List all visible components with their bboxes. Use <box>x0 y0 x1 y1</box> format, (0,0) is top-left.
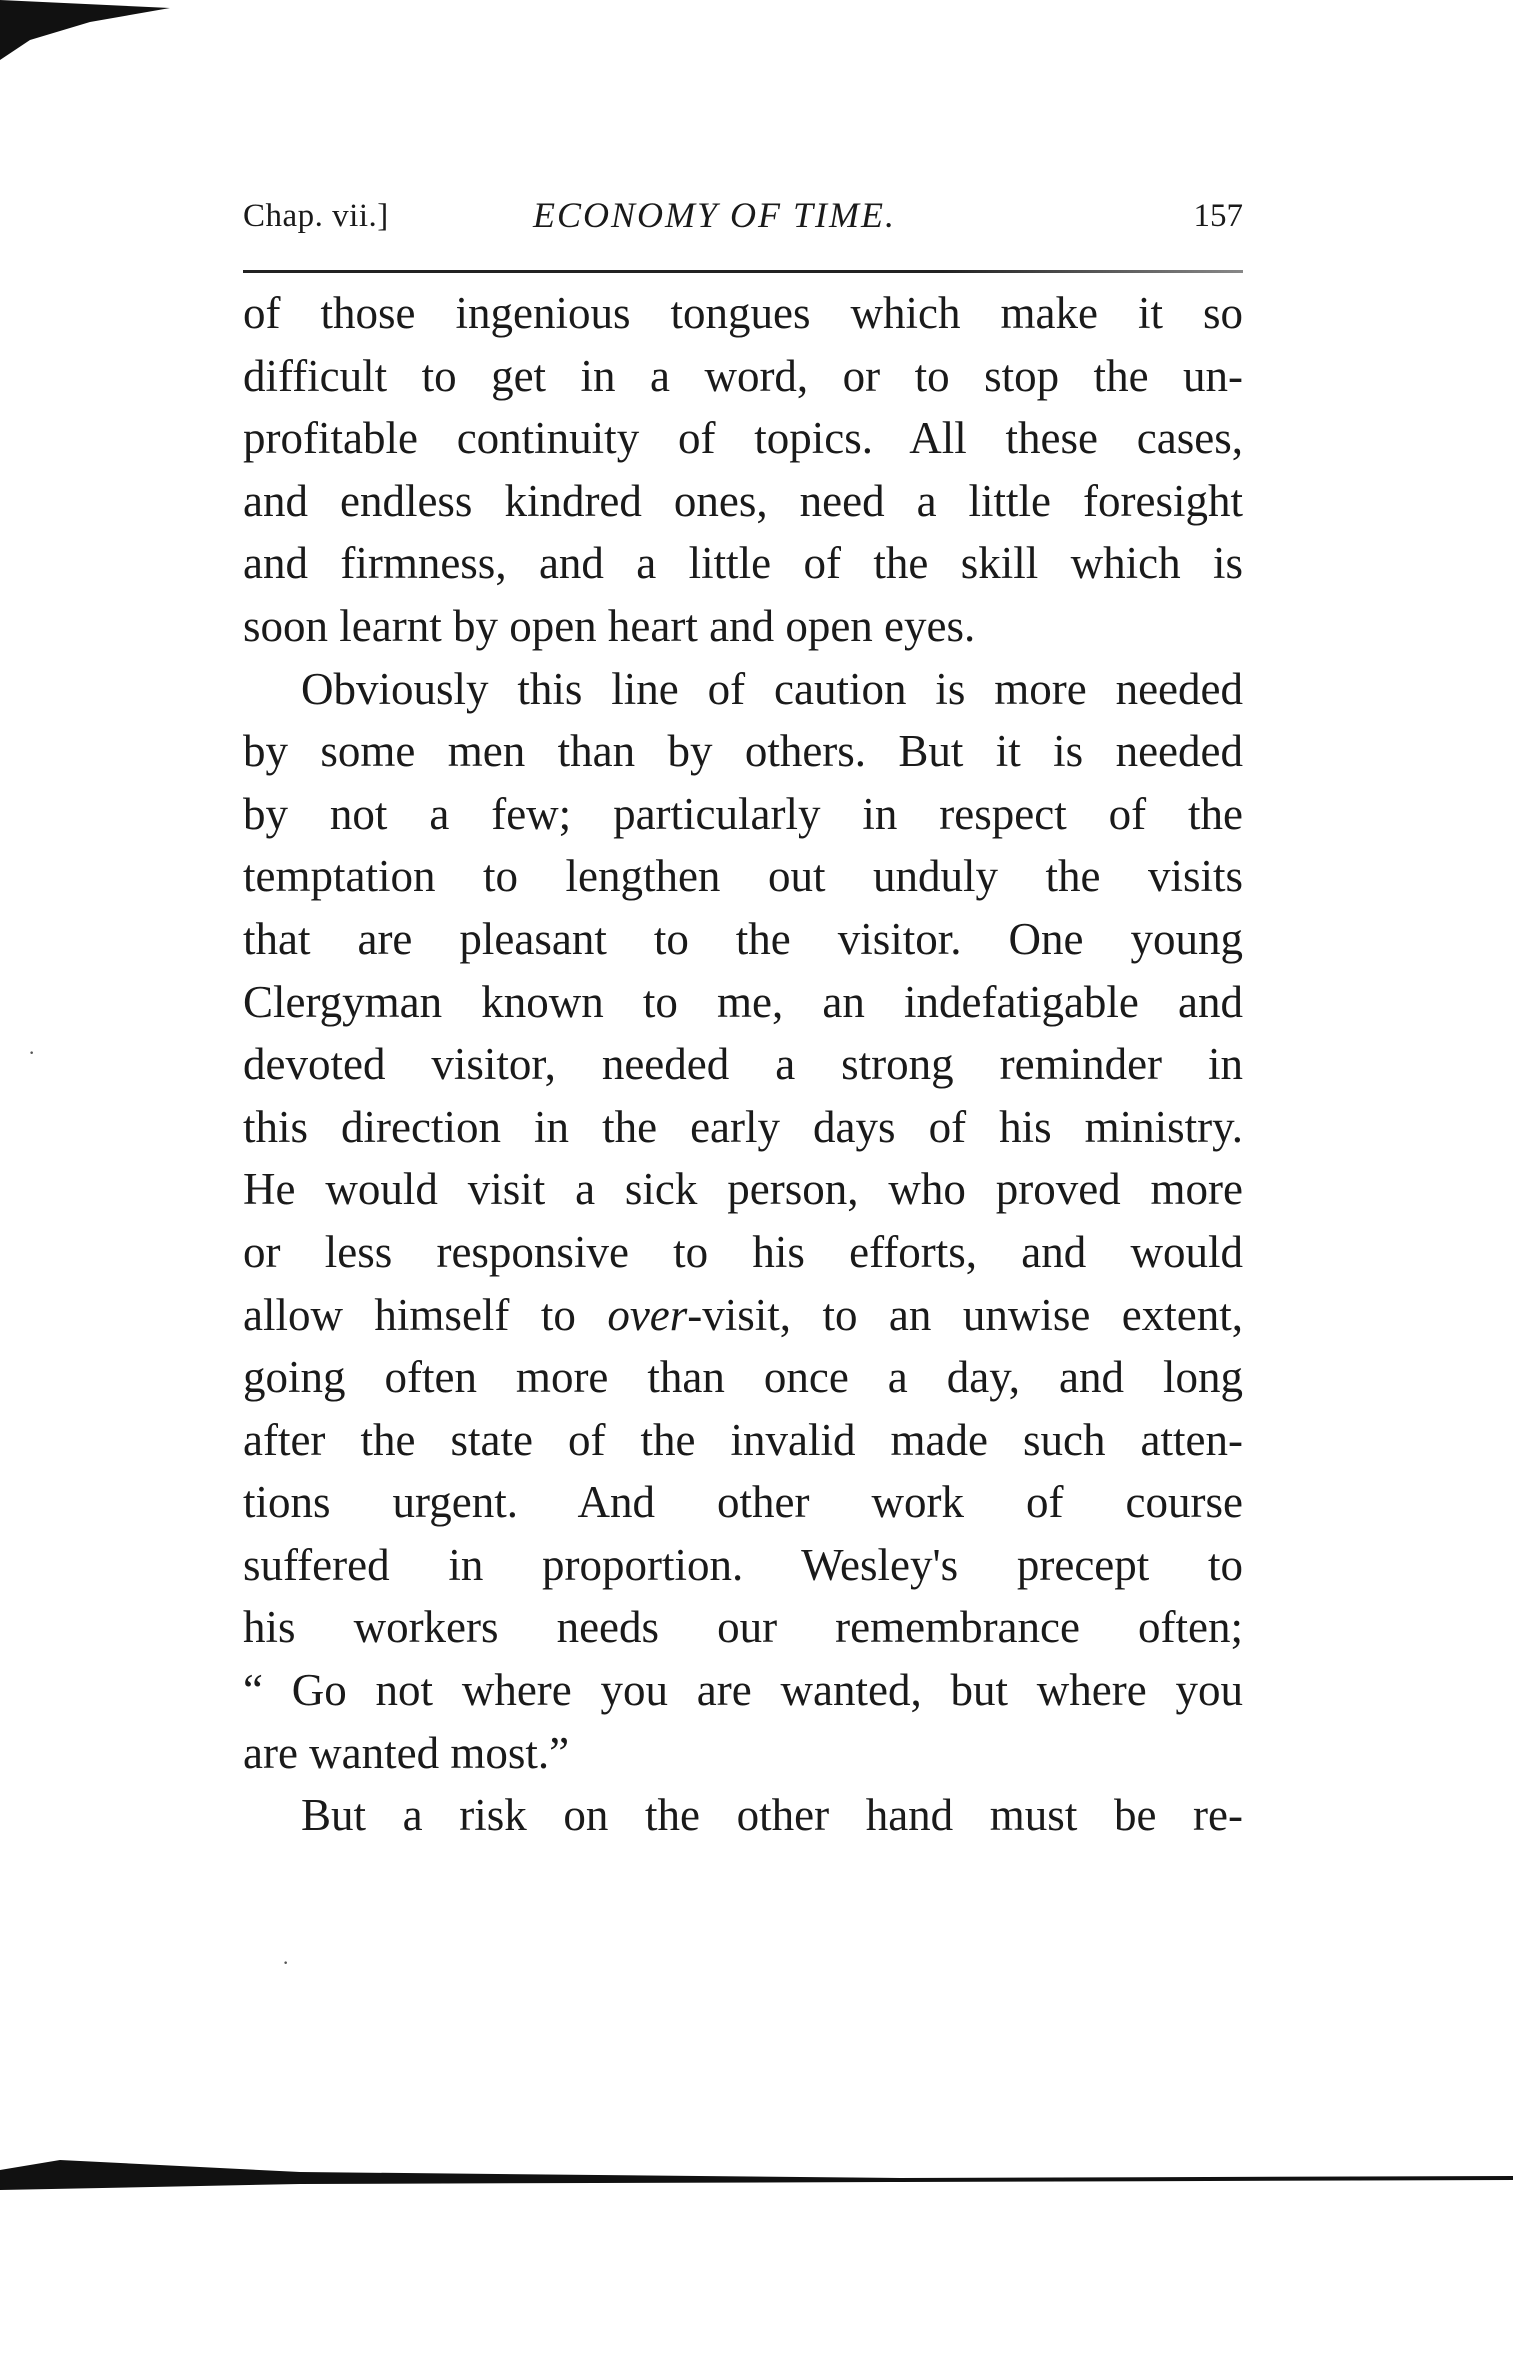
page-number: 157 <box>1193 198 1243 234</box>
text-line: tions urgent. And other work of course <box>243 1477 1243 1528</box>
text-line: suffered in proportion. Wesley's precept to <box>243 1539 1243 1590</box>
text-line: and endless kindred ones, need a little foresight <box>243 475 1243 526</box>
text-line: profitable continuity of topics. All these cases, <box>243 413 1243 464</box>
scan-speck: · <box>282 1950 290 1975</box>
scan-bottom-edge-artifact <box>0 2160 1513 2220</box>
text-line: that are pleasant to the visitor. One young <box>243 913 1243 964</box>
text-line: of those ingenious tongues which make it so <box>243 288 1243 338</box>
text-line: by some men than by others. But it is needed <box>243 726 1243 777</box>
text-line: devoted visitor, needed a strong reminder in <box>243 1039 1243 1090</box>
running-title: ECONOMY OF TIME. <box>533 195 896 235</box>
scan-speck: · <box>28 1040 36 1065</box>
text-line: “ Go not where you are wanted, but where you <box>243 1665 1243 1716</box>
text-line: Clergyman known to me, an indefatigable and <box>243 976 1243 1027</box>
text-line: He would visit a sick person, who proved more <box>243 1164 1243 1215</box>
text-line: going often more than once a day, and long <box>243 1352 1243 1403</box>
chapter-reference: Chap. vii.] <box>243 198 389 234</box>
text-line: temptation to lengthen out unduly the visits <box>243 851 1243 902</box>
text-line: are wanted most.” <box>243 1727 570 1778</box>
text-line-segment: -visit, to an unwise extent, <box>687 1289 1243 1340</box>
text-line: after the state of the invalid made such atten- <box>243 1414 1243 1465</box>
text-line: his workers needs our remembrance often; <box>243 1602 1243 1653</box>
italic-emphasis: over <box>607 1289 688 1340</box>
text-line: difficult to get in a word, or to stop the un- <box>243 350 1243 401</box>
text-line: and firmness, and a little of the skill which is <box>243 538 1243 589</box>
text-line: Obviously this line of caution is more needed <box>301 663 1243 714</box>
text-line: But a risk on the other hand must be re- <box>301 1790 1243 1841</box>
body-text <box>243 282 1243 1847</box>
text-line: this direction in the early days of his ministry. <box>243 1101 1243 1152</box>
text-line: or less responsive to his efforts, and would <box>243 1226 1243 1277</box>
text-line: by not a few; particularly in respect of the <box>243 788 1243 839</box>
scan-corner-artifact <box>0 0 170 60</box>
text-line: soon learnt by open heart and open eyes. <box>243 600 976 651</box>
text-line-segment: allow himself to <box>243 1289 608 1340</box>
text-line <box>243 1284 1243 1347</box>
running-head <box>243 190 1243 250</box>
header-rule <box>243 270 1243 273</box>
